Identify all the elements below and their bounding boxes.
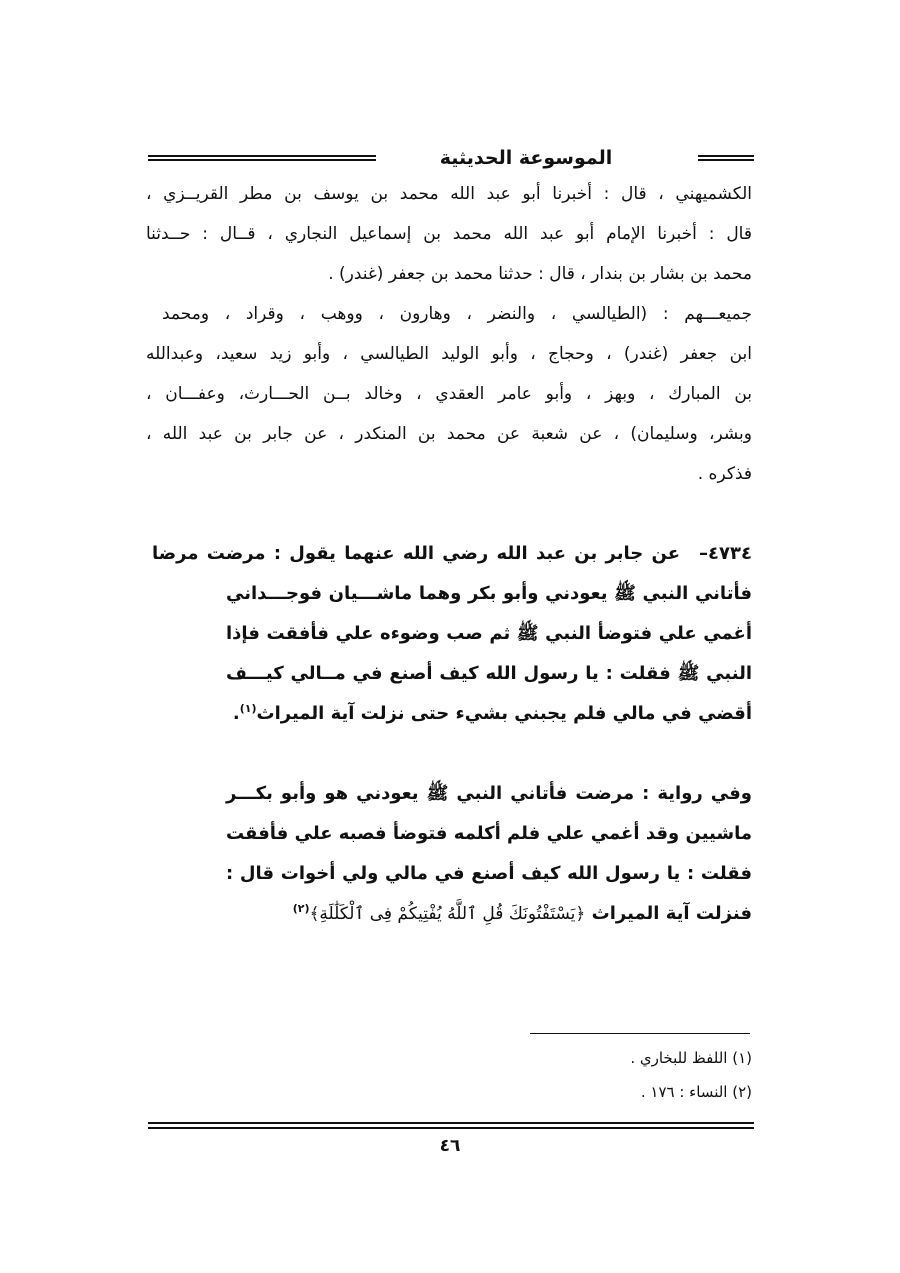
hadith-line-end: . [232, 703, 240, 724]
chain-line: ابن جعفر (غندر) ، وحجاج ، وأبو الوليد الطيالسي ، وأبو زيد سعيد، وعبدالله [146, 344, 752, 364]
header-title: الموسوعة الحديثية [439, 147, 613, 169]
hadith-line: أغمي علي فتوضأ النبي ﷺ ثم صب وضوءه علي فأفقت فإذا [226, 623, 752, 644]
hadith-line-text: أقضي في مالي فلم يجبني بشيء حتى نزلت آية الميراث [256, 703, 752, 724]
footnote-ref: (١) [239, 702, 257, 715]
riwaya-line: ماشيين وقد أغمي علي فلم أكلمه فتوضأ فصبه علي فأفقت [226, 823, 752, 844]
bottom-rule [148, 1122, 754, 1129]
chain-line: وبشر، وسليمان) ، عن شعبة عن محمد بن المنكدر ، عن جابر بن عبد الله ، [146, 424, 752, 444]
running-header [148, 144, 754, 172]
chain-line: قال : أخبرنا الإمام أبو عبد الله محمد بن إسماعيل النجاري ، قــال : حــدثنا [146, 224, 752, 244]
chain-line: بن المبارك ، وبهز ، وأبو عامر العقدي ، وخالد بــن الحـــارث، وعفـــان ، [146, 384, 752, 404]
hadith-number: ٤٧٣٤– [699, 543, 752, 564]
footnote-ref: (٢) [292, 902, 310, 915]
chain-line: فذكره . [697, 464, 752, 484]
chain-line: محمد بن بشار بن بندار ، قال : حدثنا محمد بن جعفر (غندر) . [328, 264, 752, 284]
page-number: ٤٦ [439, 1136, 461, 1156]
hadith-line: عن جابر بن عبد الله رضي الله عنهما يقول : مرضت مرضا [152, 543, 680, 564]
header-rule-right [698, 155, 754, 161]
riwaya-line-text: فنزلت آية الميراث [591, 903, 752, 924]
riwaya-line [293, 901, 752, 927]
header-rule-left [148, 155, 376, 161]
footnote: (١) اللفظ للبخاري . [630, 1049, 752, 1067]
footnote-separator [530, 1033, 750, 1034]
chain-line: جميعـــهم : (الطيالسي ، والنضر ، وهارون ، ووهب ، وقراد ، ومحمد [162, 304, 752, 324]
quran-verse: ﴿يَسْتَفْتُونَكَ قُلِ ٱللَّهُ يُفْتِيكُمْ فِى ٱلْكَلَٰلَةِ﴾ [309, 904, 586, 924]
riwaya-line: وفي رواية : مرضت فأتاني النبي ﷺ يعودني هو وأبو بكـــر [226, 783, 752, 804]
chain-line: الكشميهني ، قال : أخبرنا أبو عبد الله محمد بن يوسف بن مطر القريــزي ، [146, 184, 752, 204]
footnote: (٢) النساء : ١٧٦ . [640, 1083, 752, 1101]
hadith-line: النبي ﷺ فقلت : يا رسول الله كيف أصنع في مــالي كيـــف [226, 663, 752, 684]
hadith-line: فأتاني النبي ﷺ يعودني وأبو بكر وهما ماشـــيان فوجـــداني [226, 583, 752, 604]
riwaya-line: فقلت : يا رسول الله كيف أصنع في مالي ولي أخوات قال : [226, 863, 752, 884]
hadith-line [233, 701, 752, 727]
